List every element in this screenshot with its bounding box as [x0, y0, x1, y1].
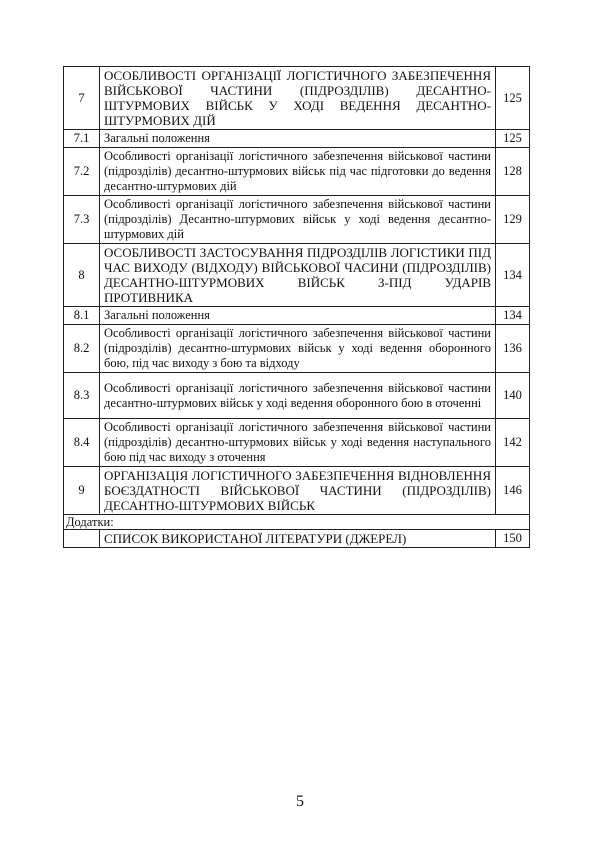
toc-row-9 [64, 467, 530, 515]
toc-section-number: 7.1 [64, 130, 100, 148]
toc-page-number: 125 [496, 67, 530, 130]
toc-section-number: 7.2 [64, 148, 100, 196]
toc-page-number: 129 [496, 196, 530, 244]
toc-row-8-3 [64, 373, 530, 419]
toc-page-number: 128 [496, 148, 530, 196]
toc-page-number: 142 [496, 419, 530, 467]
toc-section-number: 8.1 [64, 307, 100, 325]
toc-section-title: ОСОБЛИВОСТІ ЗАСТОСУВАННЯ ПІДРОЗДІЛІВ ЛОГІСТИКИ ПІД ЧАС ВИХОДУ (ВІДХОДУ) ВІЙСЬКОВОЇ ЧАСИНИ (ПІДРОЗДІЛІВ) ДЕСАНТНО-ШТУРМОВИХ ВІЙСЬК З-ПІД УДАРІВ ПРОТИВНИКА [100, 244, 496, 307]
toc-section-number: 7 [64, 67, 100, 130]
toc-row-7-1 [64, 130, 530, 148]
toc-section-number: 8 [64, 244, 100, 307]
toc-row-7-2 [64, 148, 530, 196]
toc-row-7-3 [64, 196, 530, 244]
addenda-label: Додатки: [64, 515, 530, 530]
toc-page-number: 146 [496, 467, 530, 515]
toc-section-title: Особливості організації логістичного забезпечення військової частини (підрозділів) десантно-штурмових військ під час підготовки до ведення десантно-штурмових дій [100, 148, 496, 196]
toc-section-title: Загальні положення [100, 130, 496, 148]
toc-section-number: 9 [64, 467, 100, 515]
toc-row-8 [64, 244, 530, 307]
page-number: 5 [296, 793, 304, 810]
toc-section-number: 8.2 [64, 325, 100, 373]
toc-bibliography-title: СПИСОК ВИКОРИСТАНОЇ ЛІТЕРАТУРИ (ДЖЕРЕЛ) [100, 530, 496, 548]
toc-section-number: 8.4 [64, 419, 100, 467]
toc-bibliography-row [64, 530, 530, 548]
toc-page-number: 150 [496, 530, 530, 548]
toc-row-8-4 [64, 419, 530, 467]
toc-section-title: Особливості організації логістичного забезпечення військової частини (підрозділів) десантно-штурмових військ у ході ведення оборонного бою, під час виходу з бою та відходу [100, 325, 496, 373]
toc-section-title: Особливості організації логістичного забезпечення військової частини (підрозділів) Десантно-штурмових військ у ході ведення десантно-штурмових дій [100, 196, 496, 244]
table-of-contents [63, 66, 530, 548]
toc-row-8-2 [64, 325, 530, 373]
toc-section-title: Особливості організації логістичного забезпечення військової частини десантно-штурмових військ у ході ведення оборонного бою в оточенні [100, 373, 496, 419]
toc-section-title: ОСОБЛИВОСТІ ОРГАНІЗАЦІЇ ЛОГІСТИЧНОГО ЗАБЕЗПЕЧЕННЯ ВІЙСЬКОВОЇ ЧАСТИНИ (ПІДРОЗДІЛІВ) ДЕСАНТНО-ШТУРМОВИХ ВІЙСЬК У ХОДІ ВЕДЕННЯ ДЕСАНТНО-ШТУРМОВИХ ДІЙ [100, 67, 496, 130]
toc-addenda-row [64, 515, 530, 530]
toc-page-number: 134 [496, 244, 530, 307]
toc-section-number: 8.3 [64, 373, 100, 419]
toc-section-title: Загальні положення [100, 307, 496, 325]
toc-page-number: 134 [496, 307, 530, 325]
toc-row-7 [64, 67, 530, 130]
toc-section-title: ОРГАНІЗАЦІЯ ЛОГІСТИЧНОГО ЗАБЕЗПЕЧЕННЯ ВІДНОВЛЕННЯ БОЄЗДАТНОСТІ ВІЙСЬКОВОЇ ЧАСТИНИ (ПІДРОЗДІЛІВ) ДЕСАНТНО-ШТУРМОВИХ ВІЙСЬК [100, 467, 496, 515]
toc-section-number: 7.3 [64, 196, 100, 244]
toc-section-number [64, 530, 100, 548]
toc-page-number: 136 [496, 325, 530, 373]
toc-page-number: 140 [496, 373, 530, 419]
toc-section-title: Особливості організації логістичного забезпечення військової частини (підрозділів) десантно-штурмових військ у ході ведення наступального бою під час виходу з оточення [100, 419, 496, 467]
toc-row-8-1 [64, 307, 530, 325]
toc-page-number: 125 [496, 130, 530, 148]
